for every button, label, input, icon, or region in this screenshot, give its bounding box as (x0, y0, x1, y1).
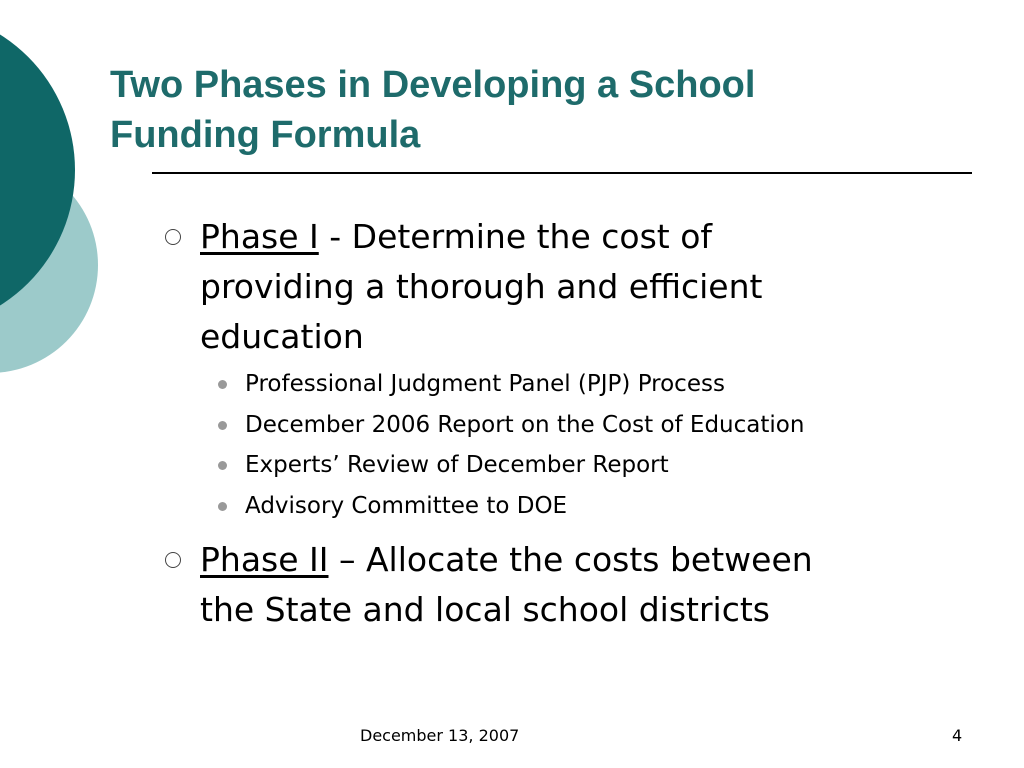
sub-item-3: Experts’ Review of December Report (245, 452, 669, 478)
hollow-circle-bullet-icon (165, 552, 181, 568)
sub-bullet-dot-icon (218, 421, 227, 430)
page-number: 4 (952, 726, 963, 745)
phase2-label: Phase II (200, 540, 329, 579)
slide-title (110, 60, 970, 160)
decorative-circles-graphic (0, 0, 110, 420)
title-divider (152, 172, 972, 174)
phase1-text (200, 212, 762, 362)
sub-item-2: December 2006 Report on the Cost of Education (245, 412, 805, 438)
sub-bullet-dot-icon (218, 380, 227, 389)
phase1-text-line-3: education (200, 317, 364, 356)
phase2-text-line-2: the State and local school districts (200, 590, 770, 629)
title-line-1: Two Phases in Developing a School (110, 64, 756, 106)
hollow-circle-bullet-icon (165, 229, 181, 245)
phase2-text-line-1: – Allocate the costs between (328, 540, 813, 579)
decorative-circles (0, 0, 110, 420)
phase1-text-line-1: - Determine the cost of (318, 217, 713, 256)
phase1-text-line-2: providing a thorough and efficient (200, 267, 763, 306)
title-line-2: Funding Formula (110, 114, 421, 156)
sub-item-1: Professional Judgment Panel (PJP) Process (245, 371, 725, 397)
sub-item-4: Advisory Committee to DOE (245, 493, 568, 519)
phase1-label: Phase I (200, 217, 319, 256)
phase2-text (200, 535, 813, 635)
sub-bullet-dot-icon (218, 461, 227, 470)
sub-bullet-dot-icon (218, 502, 227, 511)
footer-date: December 13, 2007 (360, 726, 520, 745)
